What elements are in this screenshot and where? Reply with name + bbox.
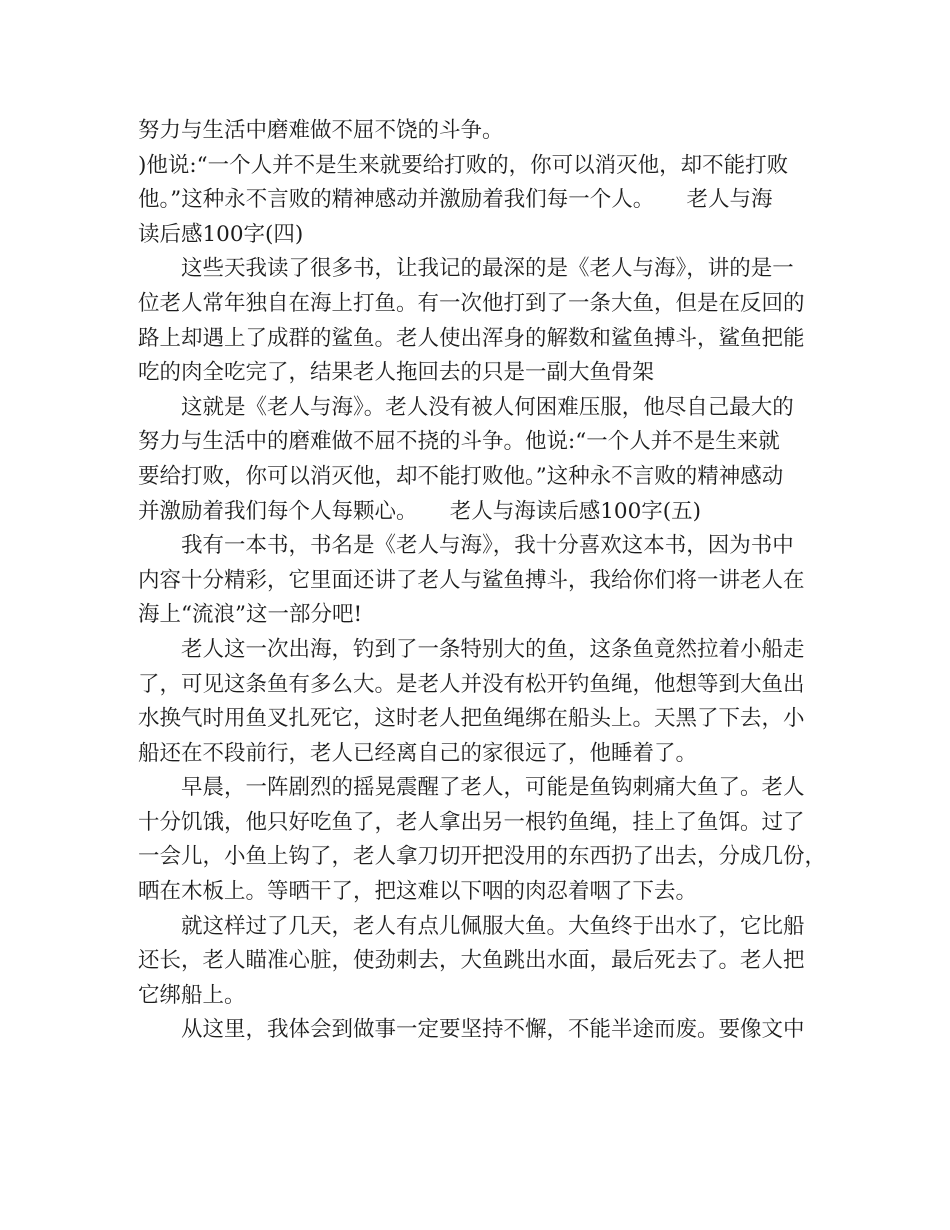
- text-line: 要给打败，你可以消灭他，却不能打败他。”这种永不言败的精神感动: [138, 463, 784, 489]
- text-line: 晒在木板上。等晒干了，把这难以下咽的肉忍着咽了下去。: [138, 879, 698, 905]
- text-line: 吃的肉全吃完了，结果老人拖回去的只是一副大鱼骨架: [138, 360, 655, 386]
- text-line: 了，可见这条鱼有多么大。是老人并没有松开钓鱼绳，他想等到大鱼出: [138, 671, 805, 697]
- text-line: 十分饥饿，他只好吃鱼了，老人拿出另一根钓鱼绳，挂上了鱼饵。过了: [138, 809, 805, 835]
- text-line: 老人这一次出海，钓到了一条特别大的鱼，这条鱼竟然拉着小船走: [138, 636, 805, 662]
- text-line: 船还在不段前行，老人已经离自己的家很远了，他睡着了。: [138, 740, 698, 766]
- text-line: 就这样过了几天，老人有点儿佩服大鱼。大鱼终于出水了，它比船: [138, 913, 805, 939]
- text-line: 路上却遇上了成群的鲨鱼。老人使出浑身的解数和鲨鱼搏斗，鲨鱼把能: [138, 325, 805, 351]
- text-line: 并激励着我们每个人每颗心。 老人与海读后感100字(五): [138, 498, 702, 524]
- document-body-text: [138, 114, 827, 1048]
- text-line: 这就是《老人与海》。老人没有被人何困难压服，他尽自己最大的: [138, 394, 794, 420]
- text-line: 我有一本书，书名是《老人与海》，我十分喜欢这本书，因为书中: [138, 533, 794, 559]
- text-line: )他说:“一个人并不是生来就要给打败的，你可以消灭他，却不能打败: [138, 152, 789, 178]
- text-line: 从这里，我体会到做事一定要坚持不懈，不能半途而废。要像文中: [138, 1017, 805, 1043]
- text-line: 海上“流浪”这一部分吧!: [138, 602, 363, 628]
- text-line: 这些天我读了很多书，让我记的最深的是《老人与海》，讲的是一: [138, 256, 794, 282]
- text-line: 读后感100字(四): [138, 221, 304, 247]
- text-line: 还长，老人瞄准心脏，使劲刺去，大鱼跳出水面，最后死去了。老人把: [138, 948, 805, 974]
- text-line: 一会儿，小鱼上钩了，老人拿刀切开把没用的东西扔了出去，分成几份，: [138, 844, 827, 870]
- text-line: 它绑船上。: [138, 982, 246, 1008]
- text-line: 他。”这种永不言败的精神感动并激励着我们每一个人。 老人与海: [138, 187, 773, 213]
- text-line: 位老人常年独自在海上打鱼。有一次他打到了一条大鱼，但是在反回的: [138, 290, 805, 316]
- text-line: 努力与生活中磨难做不屈不饶的斗争。: [138, 118, 504, 143]
- text-line: 努力与生活中的磨难做不屈不挠的斗争。他说:“一个人并不是生来就: [138, 429, 780, 455]
- text-line: 水换气时用鱼叉扎死它，这时老人把鱼绳绑在船头上。天黑了下去，小: [138, 706, 805, 732]
- text-line: 早晨，一阵剧烈的摇晃震醒了老人，可能是鱼钩刺痛大鱼了。老人: [138, 775, 805, 801]
- text-line: 内容十分精彩，它里面还讲了老人与鲨鱼搏斗，我给你们将一讲老人在: [138, 567, 805, 593]
